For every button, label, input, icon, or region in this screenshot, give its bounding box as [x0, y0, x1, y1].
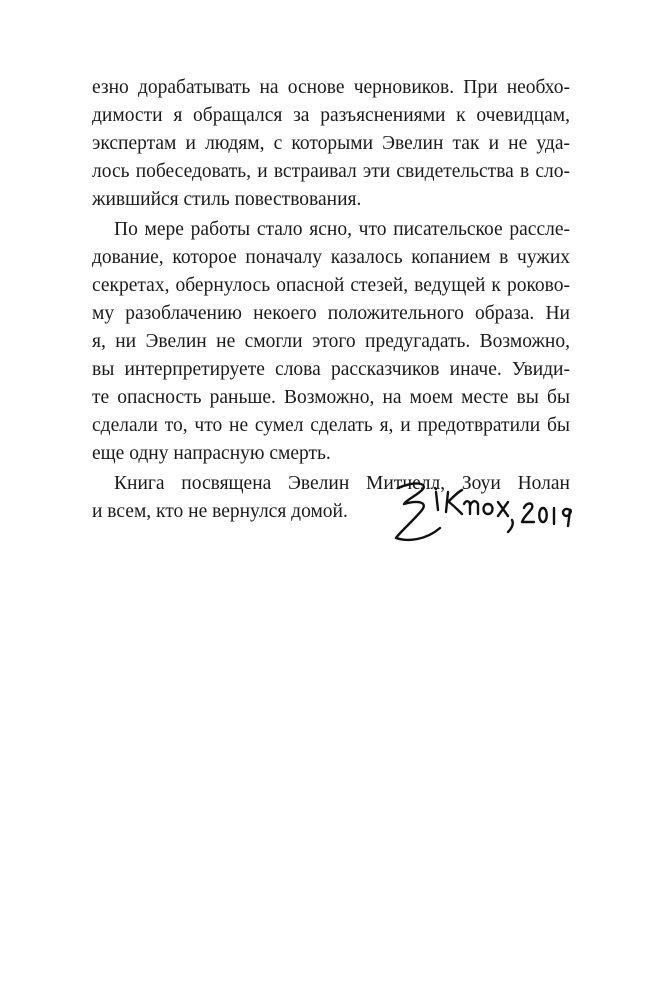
body-text — [92, 74, 570, 526]
paragraph — [92, 216, 570, 468]
text-line: дование, которое поначалу казалось копанием в чужих — [92, 247, 570, 268]
text-line: и всем, кто не вернулся домой. — [92, 501, 348, 522]
text-line: лось побеседовать, и встраивал эти свидетельства в сло- — [92, 161, 570, 182]
paragraph — [92, 74, 570, 214]
text-line: По мере работы стало ясно, что писательское рассле- — [114, 219, 570, 240]
author-signature — [388, 470, 578, 550]
text-line: сделали то, что не сумел сделать я, и предотвратили бы — [92, 415, 570, 436]
text-line: я, ни Эвелин не смогли этого предугадать. Возможно, — [92, 331, 570, 352]
text-line: экспертам и людям, с которыми Эвелин так и не уда- — [92, 133, 570, 154]
text-line: секретах, обернулось опасной стезей, ведущей к роково- — [92, 275, 570, 296]
text-line: Книга посвящена Эвелин Митчелл, Зоуи Нолан — [114, 473, 570, 494]
text-line: димости я обращался за разъяснениями к очевидцам, — [92, 105, 570, 126]
text-line: те опасность раньше. Возможно, на моем месте вы бы — [92, 387, 570, 408]
text-line: вы интерпретируете слова рассказчиков иначе. Увиди- — [92, 359, 570, 380]
text-line: му разоблачению некоего положительного образа. Ни — [92, 303, 570, 324]
signature-drawing — [388, 470, 578, 550]
text-line: еще одну напрасную смерть. — [92, 443, 331, 464]
text-line: езно дорабатывать на основе черновиков. При необхо- — [92, 77, 570, 98]
text-line: жившийся стиль повествования. — [92, 189, 362, 210]
